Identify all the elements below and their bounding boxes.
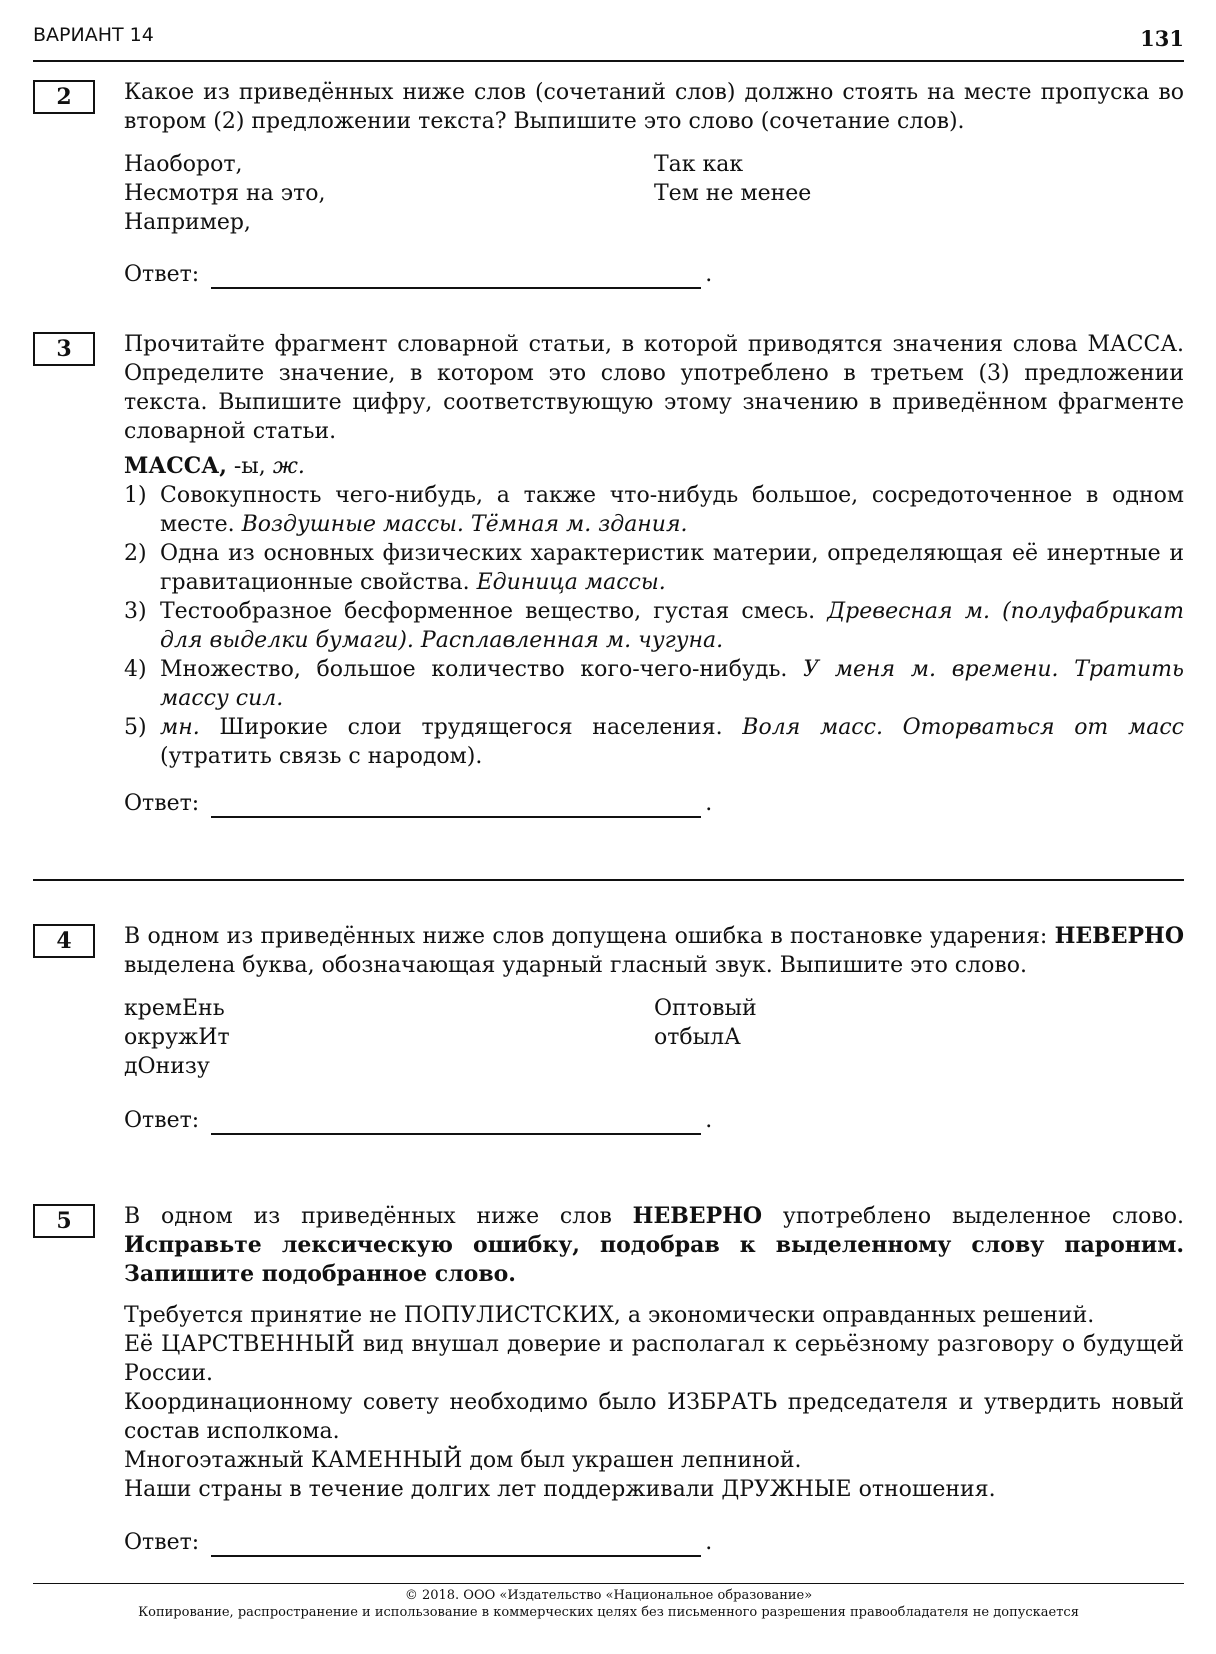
option-item: отбылА xyxy=(654,1025,741,1050)
answer-field[interactable] xyxy=(211,1533,701,1557)
answer-label: Ответ: xyxy=(124,1108,200,1133)
separator-rule xyxy=(33,879,1184,881)
task-content xyxy=(124,330,1184,818)
task-number-box: 4 xyxy=(33,924,95,958)
page-header xyxy=(33,20,1184,62)
options-left xyxy=(124,150,654,237)
answer-label: Ответ: xyxy=(124,1530,200,1555)
option-item: Несмотря на это, xyxy=(124,181,326,206)
options-right xyxy=(654,994,1184,1081)
options-left xyxy=(124,994,654,1081)
sentence: Наши страны в течение долгих лет поддерживали ДРУЖНЫЕ отношения. xyxy=(124,1477,996,1502)
task-prompt: В одном из приведённых ниже слов допущена ошибка в постановке ударения: НЕВЕРНО выделена буква, обозначающая ударный гласный звук. Выпишите это слово. xyxy=(124,923,1184,978)
answer-row: Ответ: . xyxy=(124,1108,713,1133)
options xyxy=(124,150,1184,237)
option-item: кремЕнь xyxy=(124,996,225,1021)
option-item: Тем не менее xyxy=(654,181,812,206)
task-content xyxy=(124,78,1184,289)
option-item: Наоборот, xyxy=(124,152,243,177)
dictionary-meaning: 3) Тестообразное бесформенное вещество, густая смесь. Древесная м. (полуфабрикат для выделки бумаги). Расплавленная м. чугуна. xyxy=(124,599,1184,653)
sentence: Координационному совету необходимо было ИЗБРАТЬ председателя и утвердить новый состав исполкома. xyxy=(124,1390,1184,1444)
dictionary-meaning: 5) мн. Широкие слои трудящегося населения. Воля масс. Оторваться от масс (утратить связь с народом). xyxy=(124,715,1184,769)
dictionary-meaning: 1) Совокупность чего-нибудь, а также что-нибудь большое, сосредоточенное в одном месте. Воздушные массы. Тёмная м. здания. xyxy=(124,483,1184,537)
option-item: Оптовый xyxy=(654,996,757,1021)
option-item: Так как xyxy=(654,152,744,177)
sentence: Многоэтажный КАМЕННЫЙ дом был украшен лепниной. xyxy=(124,1448,802,1473)
answer-row: Ответ: . xyxy=(124,791,713,816)
task-prompt: В одном из приведённых ниже слов НЕВЕРНО употреблено выделенное слово. Исправьте лексическую ошибку, подобрав к выделенному слову пароним. Запишите подобранное слово. xyxy=(124,1203,1185,1287)
task-number-box: 5 xyxy=(33,1204,95,1238)
task-content xyxy=(124,1202,1184,1557)
page-footer xyxy=(33,1583,1184,1621)
dictionary-meaning: 4) Множество, большое количество кого-чего-нибудь. У меня м. времени. Тратить массу сил. xyxy=(124,657,1184,711)
options xyxy=(124,994,1184,1081)
copyright-notice: Копирование, распространение и использование в коммерческих целях без письменного разрешения правообладателя не допускается xyxy=(138,1605,1079,1620)
sentences xyxy=(124,1301,1184,1504)
copyright-line: © 2018. ООО «Издательство «Национальное образование» xyxy=(404,1588,813,1603)
answer-row: Ответ: . xyxy=(124,262,713,287)
task-prompt: Какое из приведённых ниже слов (сочетаний слов) должно стоять на месте пропуска во втором (2) предложении текста? Выпишите это слово (сочетание слов). xyxy=(124,80,1184,134)
option-item: Например, xyxy=(124,210,251,235)
answer-row: Ответ: . xyxy=(124,1530,713,1555)
task-content xyxy=(124,922,1184,1135)
answer-field[interactable] xyxy=(211,1111,701,1135)
variant-title: ВАРИАНТ 14 xyxy=(33,24,154,46)
option-item: дОнизу xyxy=(124,1054,210,1079)
options-right xyxy=(654,150,1184,237)
dictionary-meaning: 2) Одна из основных физических характеристик материи, определяющая её инертные и гравитационные свойства. Единица массы. xyxy=(124,541,1184,595)
task-prompt: Прочитайте фрагмент словарной статьи, в которой приводятся значения слова МАССА. Определите значение, в котором это слово употреблено в третьем (3) предложении текста. Выпишите цифру, соответствующую этому значению в приведённом фрагменте словарной статьи. xyxy=(124,332,1184,444)
answer-label: Ответ: xyxy=(124,791,200,816)
task-number-box: 2 xyxy=(33,80,95,114)
sentence: Её ЦАРСТВЕННЫЙ вид внушал доверие и располагал к серьёзному разговору о будущей России. xyxy=(124,1332,1184,1386)
answer-field[interactable] xyxy=(211,265,701,289)
answer-field[interactable] xyxy=(211,794,701,818)
sentence: Требуется принятие не ПОПУЛИСТСКИХ, а экономически оправданных решений. xyxy=(124,1303,1095,1328)
task-number-box: 3 xyxy=(33,332,95,366)
page-number: 131 xyxy=(1140,26,1184,51)
dictionary-headword: МАССА, -ы, ж. xyxy=(124,453,305,479)
answer-label: Ответ: xyxy=(124,262,200,287)
option-item: окружИт xyxy=(124,1025,230,1050)
